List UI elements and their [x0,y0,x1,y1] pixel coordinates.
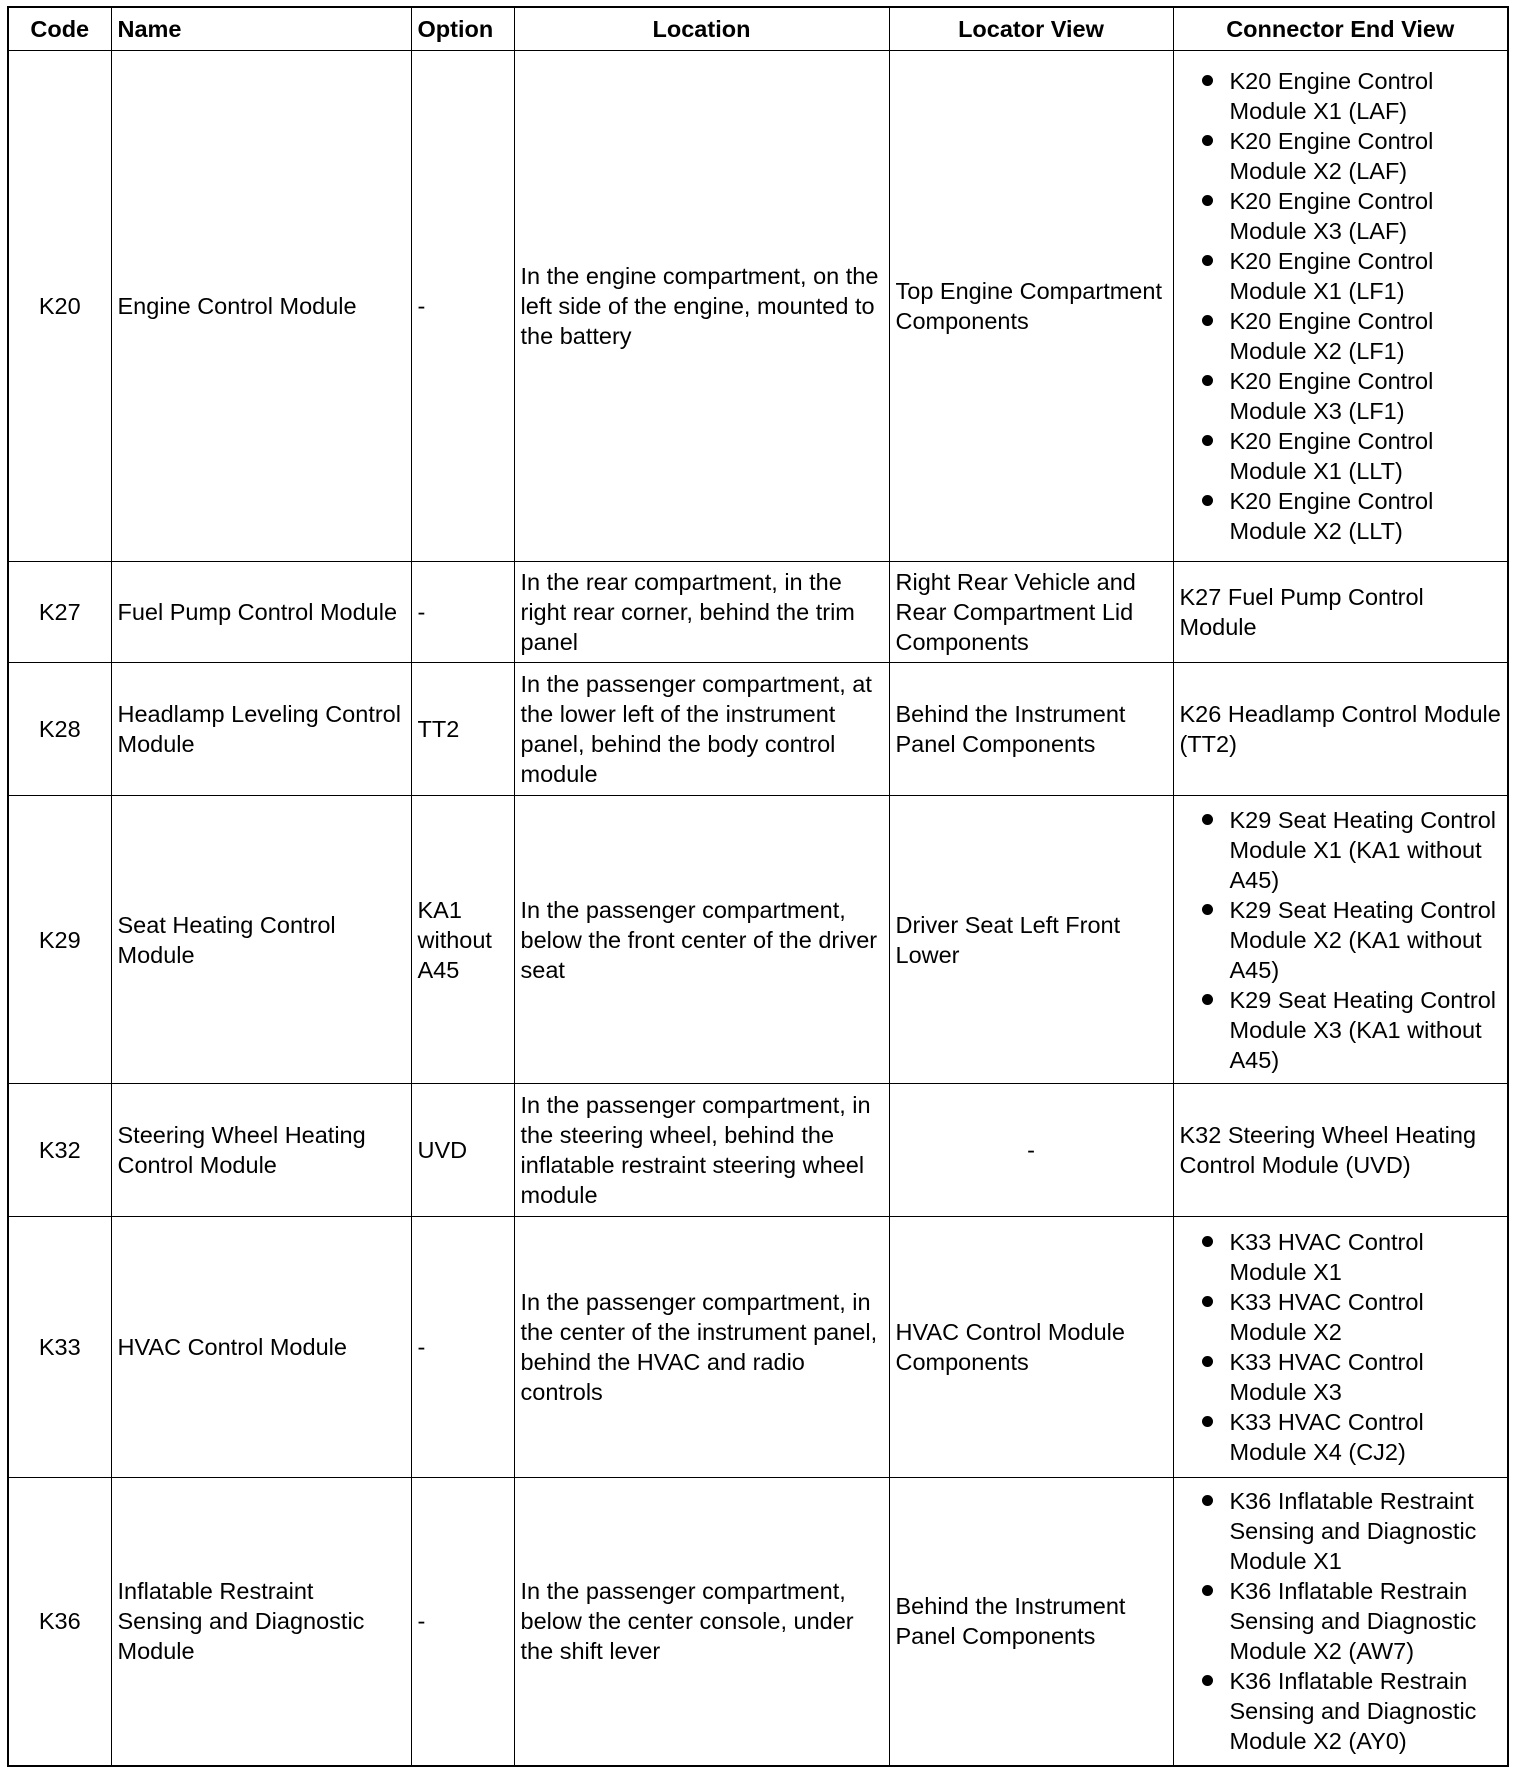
header-option: Option [411,7,514,51]
connector-item[interactable]: K20 Engine Control Module X1 (LAF) [1180,66,1502,126]
connector-item[interactable]: K20 Engine Control Module X3 (LF1) [1180,366,1502,426]
code-cell: K33 [8,1217,111,1478]
name-cell: Headlamp Leveling Control Module [111,663,411,796]
code-cell: K32 [8,1084,111,1217]
option-cell: - [411,51,514,562]
connector-end-view-cell[interactable]: K26 Headlamp Control Module (TT2) [1173,663,1508,796]
location-cell: In the passenger compartment, below the front center of the driver seat [514,796,889,1084]
header-name: Name [111,7,411,51]
location-cell: In the passenger compartment, in the steering wheel, behind the inflatable restraint steering wheel module [514,1084,889,1217]
connector-list [1180,805,1502,1075]
option-cell: - [411,1478,514,1766]
location-cell: In the rear compartment, in the right rear corner, behind the trim panel [514,562,889,663]
code-cell: K20 [8,51,111,562]
connector-end-view-cell[interactable]: K27 Fuel Pump Control Module [1173,562,1508,663]
connector-item[interactable]: K20 Engine Control Module X2 (LAF) [1180,126,1502,186]
connector-item[interactable]: K29 Seat Heating Control Module X2 (KA1 without A45) [1180,895,1502,985]
code-cell: K28 [8,663,111,796]
table-row [8,1478,1508,1766]
location-cell: In the engine compartment, on the left side of the engine, mounted to the battery [514,51,889,562]
name-cell: Inflatable Restraint Sensing and Diagnostic Module [111,1478,411,1766]
location-cell: In the passenger compartment, at the lower left of the instrument panel, behind the body control module [514,663,889,796]
connector-item[interactable]: K33 HVAC Control Module X3 [1180,1347,1502,1407]
name-cell: Seat Heating Control Module [111,796,411,1084]
option-cell: UVD [411,1084,514,1217]
connector-list [1180,66,1502,546]
location-cell: In the passenger compartment, in the center of the instrument panel, behind the HVAC and radio controls [514,1217,889,1478]
option-cell: - [411,1217,514,1478]
connector-item[interactable]: K33 HVAC Control Module X1 [1180,1227,1502,1287]
connector-end-view-cell[interactable]: K32 Steering Wheel Heating Control Module (UVD) [1173,1084,1508,1217]
connector-list [1180,1486,1502,1756]
connector-item[interactable]: K36 Inflatable Restrain Sensing and Diagnostic Module X2 (AY0) [1180,1666,1502,1756]
locator-view-cell: - [889,1084,1173,1217]
connector-end-view-cell [1173,51,1508,562]
option-cell: TT2 [411,663,514,796]
table-row [8,1217,1508,1478]
locator-view-cell: HVAC Control Module Components [889,1217,1173,1478]
connector-item[interactable]: K20 Engine Control Module X2 (LF1) [1180,306,1502,366]
name-cell: Fuel Pump Control Module [111,562,411,663]
locator-view-cell: Top Engine Compartment Components [889,51,1173,562]
header-locator-view: Locator View [889,7,1173,51]
connector-end-view-cell [1173,796,1508,1084]
locator-view-cell: Behind the Instrument Panel Components [889,1478,1173,1766]
name-cell: Engine Control Module [111,51,411,562]
connector-item[interactable]: K29 Seat Heating Control Module X1 (KA1 without A45) [1180,805,1502,895]
connector-item[interactable]: K33 HVAC Control Module X4 (CJ2) [1180,1407,1502,1467]
option-cell: KA1 without A45 [411,796,514,1084]
table-row [8,796,1508,1084]
table-row [8,1084,1508,1217]
table-row [8,51,1508,562]
code-cell: K29 [8,796,111,1084]
option-cell: - [411,562,514,663]
connector-item[interactable]: K20 Engine Control Module X3 (LAF) [1180,186,1502,246]
code-cell: K36 [8,1478,111,1766]
locator-view-cell: Driver Seat Left Front Lower [889,796,1173,1084]
table-row [8,663,1508,796]
connector-item[interactable]: K29 Seat Heating Control Module X3 (KA1 without A45) [1180,985,1502,1075]
table-row [8,562,1508,663]
connector-end-view-cell [1173,1217,1508,1478]
header-row [8,7,1508,51]
name-cell: HVAC Control Module [111,1217,411,1478]
code-cell: K27 [8,562,111,663]
connector-item[interactable]: K36 Inflatable Restraint Sensing and Diagnostic Module X1 [1180,1486,1502,1576]
connector-list [1180,1227,1502,1467]
connector-item[interactable]: K33 HVAC Control Module X2 [1180,1287,1502,1347]
connector-item[interactable]: K20 Engine Control Module X1 (LLT) [1180,426,1502,486]
name-cell: Steering Wheel Heating Control Module [111,1084,411,1217]
location-cell: In the passenger compartment, below the center console, under the shift lever [514,1478,889,1766]
locator-view-cell: Behind the Instrument Panel Components [889,663,1173,796]
connector-item[interactable]: K20 Engine Control Module X2 (LLT) [1180,486,1502,546]
header-code: Code [8,7,111,51]
component-locator-table [7,6,1509,1767]
connector-end-view-cell [1173,1478,1508,1766]
header-connector-end-view: Connector End View [1173,7,1508,51]
locator-view-cell: Right Rear Vehicle and Rear Compartment Lid Components [889,562,1173,663]
connector-item[interactable]: K36 Inflatable Restrain Sensing and Diagnostic Module X2 (AW7) [1180,1576,1502,1666]
header-location: Location [514,7,889,51]
connector-item[interactable]: K20 Engine Control Module X1 (LF1) [1180,246,1502,306]
